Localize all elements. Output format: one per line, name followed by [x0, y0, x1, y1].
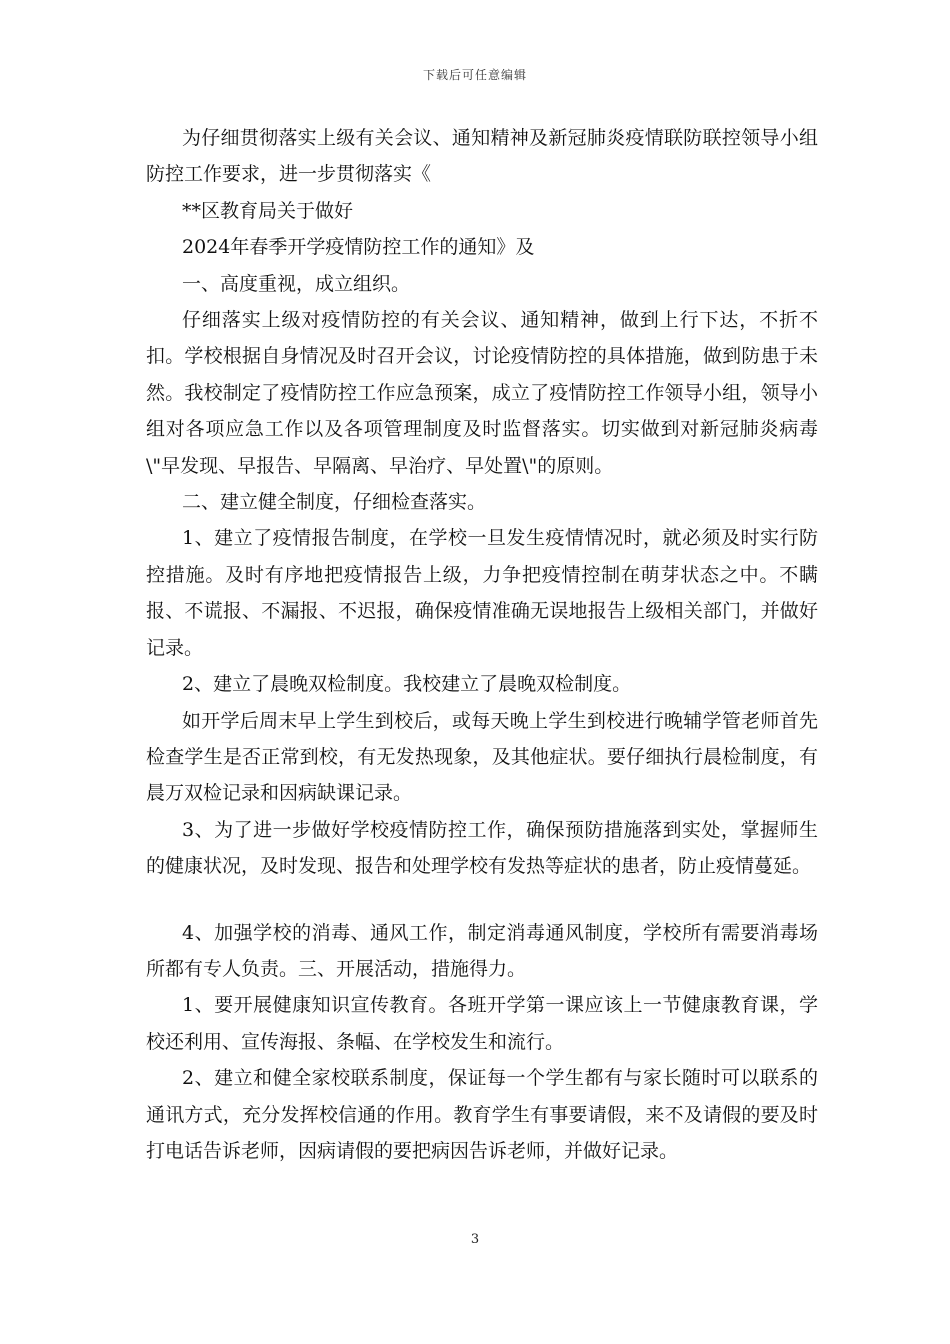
section-heading-2: 二、建立健全制度，仔细检查落实。: [182, 491, 487, 514]
paragraph-notice-title: 2024年春季开学疫情防控工作的通知》及: [182, 236, 535, 259]
section-heading-1: 一、高度重视，成立组织。: [182, 272, 411, 295]
paragraph-bureau: **区教育局关于做好: [182, 199, 354, 222]
paragraph-section-1: 仔细落实上级对疫情防控的有关会议、通知精神，做到上行下达，不折不扣。学校根据自身情况及时召开会议，讨论疫情防控的具体措施，做到防患于未然。我校制定了疫情防控工作应急预案，成立了疫情防控工作领导小组，领导小组对各项应急工作以及各项管理制度及时监督落实。切实做到对新冠肺炎病毒\"早发现、早报告、早隔离、早治疗、早处置\"的原则。: [146, 309, 818, 477]
document-body: [146, 120, 818, 1169]
paragraph-activity-2: 2、建立和健全家校联系制度，保证每一个学生都有与家长随时可以联系的通讯方式，充分发挥校信通的作用。教育学生有事要请假，来不及请假的要及时打电话告诉老师，因病请假的要把病因告诉老师，并做好记录。: [146, 1067, 818, 1162]
paragraph-intro: 为仔细贯彻落实上级有关会议、通知精神及新冠肺炎疫情联防联控领导小组防控工作要求，进一步贯彻落实《: [146, 127, 818, 186]
page-number: 3: [470, 1232, 480, 1247]
paragraph-item-1: 1、建立了疫情报告制度，在学校一旦发生疫情情况时，就必须及时实行防控措施。及时有序地把疫情报告上级，力争把疫情控制在萌芽状态之中。不瞒报、不谎报、不漏报、不迟报，确保疫情准确无误地报告上级相关部门，并做好记录。: [146, 527, 818, 659]
paragraph-item-2: 2、建立了晨晚双检制度。我校建立了晨晚双检制度。: [182, 673, 632, 696]
page-header: 下载后可任意编辑: [422, 68, 527, 82]
paragraph-item-2-detail: 如开学后周末早上学生到校后，或每天晚上学生到校进行晚辅学管老师首先检查学生是否正常到校，有无发热现象，及其他症状。要仔细执行晨检制度，有晨万双检记录和因病缺课记录。: [146, 709, 818, 805]
paragraph-activity-1: 1、要开展健康知识宣传教育。各班开学第一课应该上一节健康教育课，学校还利用、宣传海报、条幅、在学校发生和流行。: [146, 994, 818, 1053]
paragraph-gap: [146, 885, 818, 915]
paragraph-item-3: 3、为了进一步做好学校疫情防控工作，确保预防措施落到实处，掌握师生的健康状况，及时发现、报告和处理学校有发热等症状的患者，防止疫情蔓延。: [146, 818, 818, 878]
paragraph-item-4: 4、加强学校的消毒、通风工作，制定消毒通风制度，学校所有需要消毒场所都有专人负责。三、开展活动，措施得力。: [146, 921, 818, 980]
